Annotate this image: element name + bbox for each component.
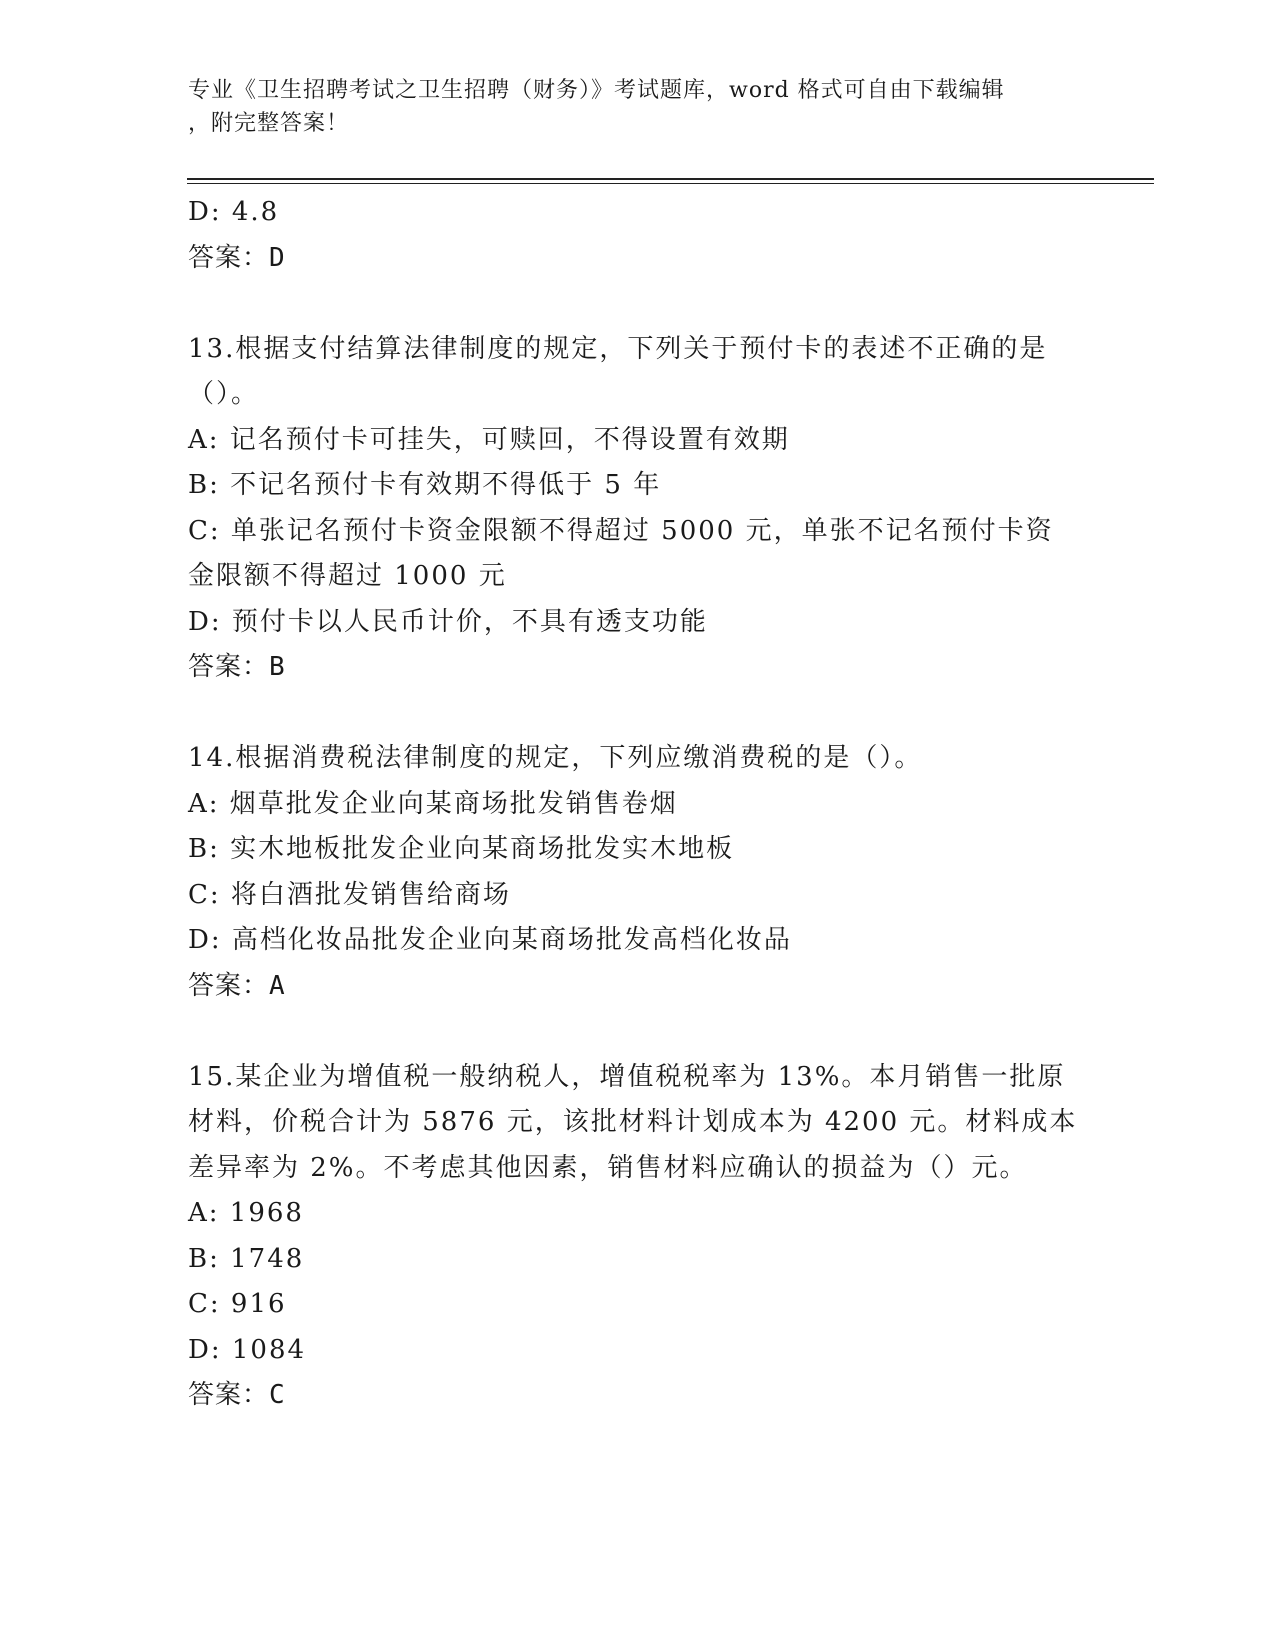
question-15 <box>188 1055 1088 1419</box>
document-header <box>188 74 1068 140</box>
question-stem-line: 材料，价税合计为 5876 元，该批材料计划成本为 4200 元。材料成本 <box>188 1107 1078 1137</box>
option-c-continued: 金限额不得超过 1000 元 <box>188 561 507 591</box>
spacer <box>188 691 1088 737</box>
answer-label: 答案： <box>188 652 270 682</box>
question-13 <box>188 327 1088 691</box>
option-c: C: 单张记名预付卡资金限额不得超过 5000 元，单张不记名预付卡资 <box>188 515 1054 546</box>
question-stem-line: 15.某企业为增值税一般纳税人，增值税税率为 13%。本月销售一批原 <box>188 1061 1066 1092</box>
answer-value: D <box>269 242 286 273</box>
option-a: A: 记名预付卡可挂失，可赎回，不得设置有效期 <box>188 424 790 455</box>
question-stem-line: 14.根据消费税法律制度的规定，下列应缴消费税的是（）。 <box>188 743 923 773</box>
spacer <box>188 281 1088 327</box>
option-b: B: 1748 <box>188 1243 305 1274</box>
question-stem-line: （）。 <box>188 379 260 409</box>
answer-value: B <box>269 652 286 682</box>
option-d: D: 1084 <box>188 1334 307 1365</box>
answer-label: 答案： <box>188 242 270 273</box>
document-body <box>188 190 1088 1419</box>
option-c: C: 将白酒批发销售给商场 <box>188 879 511 910</box>
option-d: D: 高档化妆品批发企业向某商场批发高档化妆品 <box>188 925 792 955</box>
option-a: A: 烟草批发企业向某商场批发销售卷烟 <box>188 788 678 819</box>
question-14 <box>188 736 1088 1009</box>
question-stem-line: 差异率为 2%。不考虑其他因素，销售材料应确认的损益为（）元。 <box>188 1152 1028 1183</box>
option-c: C: 916 <box>188 1289 287 1319</box>
option-a: A: 1968 <box>188 1198 304 1228</box>
answer-label: 答案： <box>188 1380 270 1410</box>
answer-line <box>188 1373 1088 1419</box>
answer-value: C <box>269 1380 286 1410</box>
option-b: B: 实木地板批发企业向某商场批发实木地板 <box>188 834 735 864</box>
header-rule-thick <box>187 178 1154 180</box>
header-line-2: ，附完整答案！ <box>188 111 350 136</box>
option-d: D: 4.8 <box>188 197 280 227</box>
answer-value: A <box>269 970 286 1001</box>
answer-line <box>188 645 1088 691</box>
option-d: D: 预付卡以人民币计价，不具有透支功能 <box>188 606 708 637</box>
option-b: B: 不记名预付卡有效期不得低于 5 年 <box>188 470 662 500</box>
spacer <box>188 1009 1088 1055</box>
answer-label: 答案： <box>188 970 270 1001</box>
header-line-1: 专业《卫生招聘考试之卫生招聘（财务）》考试题库，word 格式可自由下载编辑 <box>188 78 1005 103</box>
header-rule-thin <box>187 183 1154 184</box>
answer-line <box>188 236 1088 282</box>
question-stem-line: 13.根据支付结算法律制度的规定，下列关于预付卡的表述不正确的是 <box>188 333 1048 364</box>
answer-line <box>188 964 1088 1010</box>
